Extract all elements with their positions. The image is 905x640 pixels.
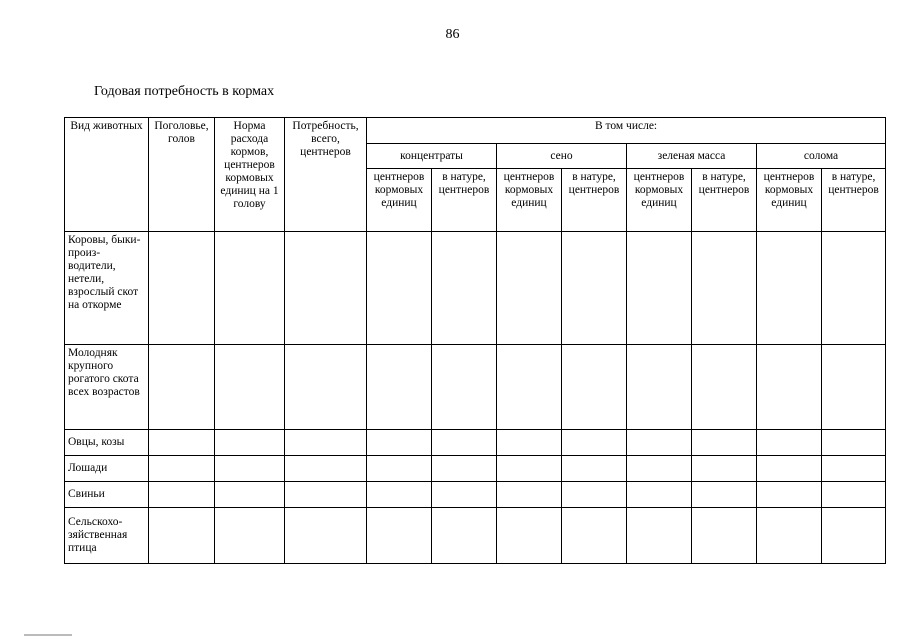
table-row xyxy=(65,482,886,508)
table-row xyxy=(65,508,886,564)
header-sub-units: центнеров кормовых единиц xyxy=(497,169,562,232)
header-sub-natural: в натуре, центнеров xyxy=(692,169,757,232)
header-group-concentrates: концентраты xyxy=(367,144,497,169)
scan-mark xyxy=(24,634,72,636)
header-group-straw: солома xyxy=(757,144,886,169)
row-label: Свиньи xyxy=(65,482,149,508)
header-norm: Норма расхода кормов, центнеров кормовых единиц на 1 голову xyxy=(215,118,285,232)
header-animal-type: Вид животных xyxy=(65,118,149,232)
row-label: Овцы, козы xyxy=(65,430,149,456)
header-sub-natural: в натуре, центнеров xyxy=(822,169,886,232)
header-total-need: Потребность, всего, центнеров xyxy=(285,118,367,232)
header-group-green-mass: зеленая масса xyxy=(627,144,757,169)
row-label: Молодняк крупного рогатого скота всех возрастов xyxy=(65,345,149,430)
row-label: Лошади xyxy=(65,456,149,482)
feed-requirement-table xyxy=(64,117,886,564)
page-number: 86 xyxy=(445,27,460,42)
table-row xyxy=(65,232,886,345)
header-sub-units: центнеров кормовых единиц xyxy=(757,169,822,232)
header-group-hay: сено xyxy=(497,144,627,169)
table-row xyxy=(65,456,886,482)
header-headcount: Поголовье, голов xyxy=(149,118,215,232)
header-sub-natural: в натуре, центнеров xyxy=(432,169,497,232)
header-sub-units: центнеров кормовых единиц xyxy=(627,169,692,232)
page-title: Годовая потребность в кормах xyxy=(94,84,275,99)
header-including: В том числе: xyxy=(367,118,886,144)
header-sub-units: центнеров кормовых единиц xyxy=(367,169,432,232)
row-label: Коровы, быки-произ-водители, нетели, взрослый скот на откорме xyxy=(65,232,149,345)
header-sub-natural: в натуре, центнеров xyxy=(562,169,627,232)
table-row xyxy=(65,430,886,456)
table-row xyxy=(65,345,886,430)
row-label: Сельскохо-зяйственная птица xyxy=(65,508,149,564)
